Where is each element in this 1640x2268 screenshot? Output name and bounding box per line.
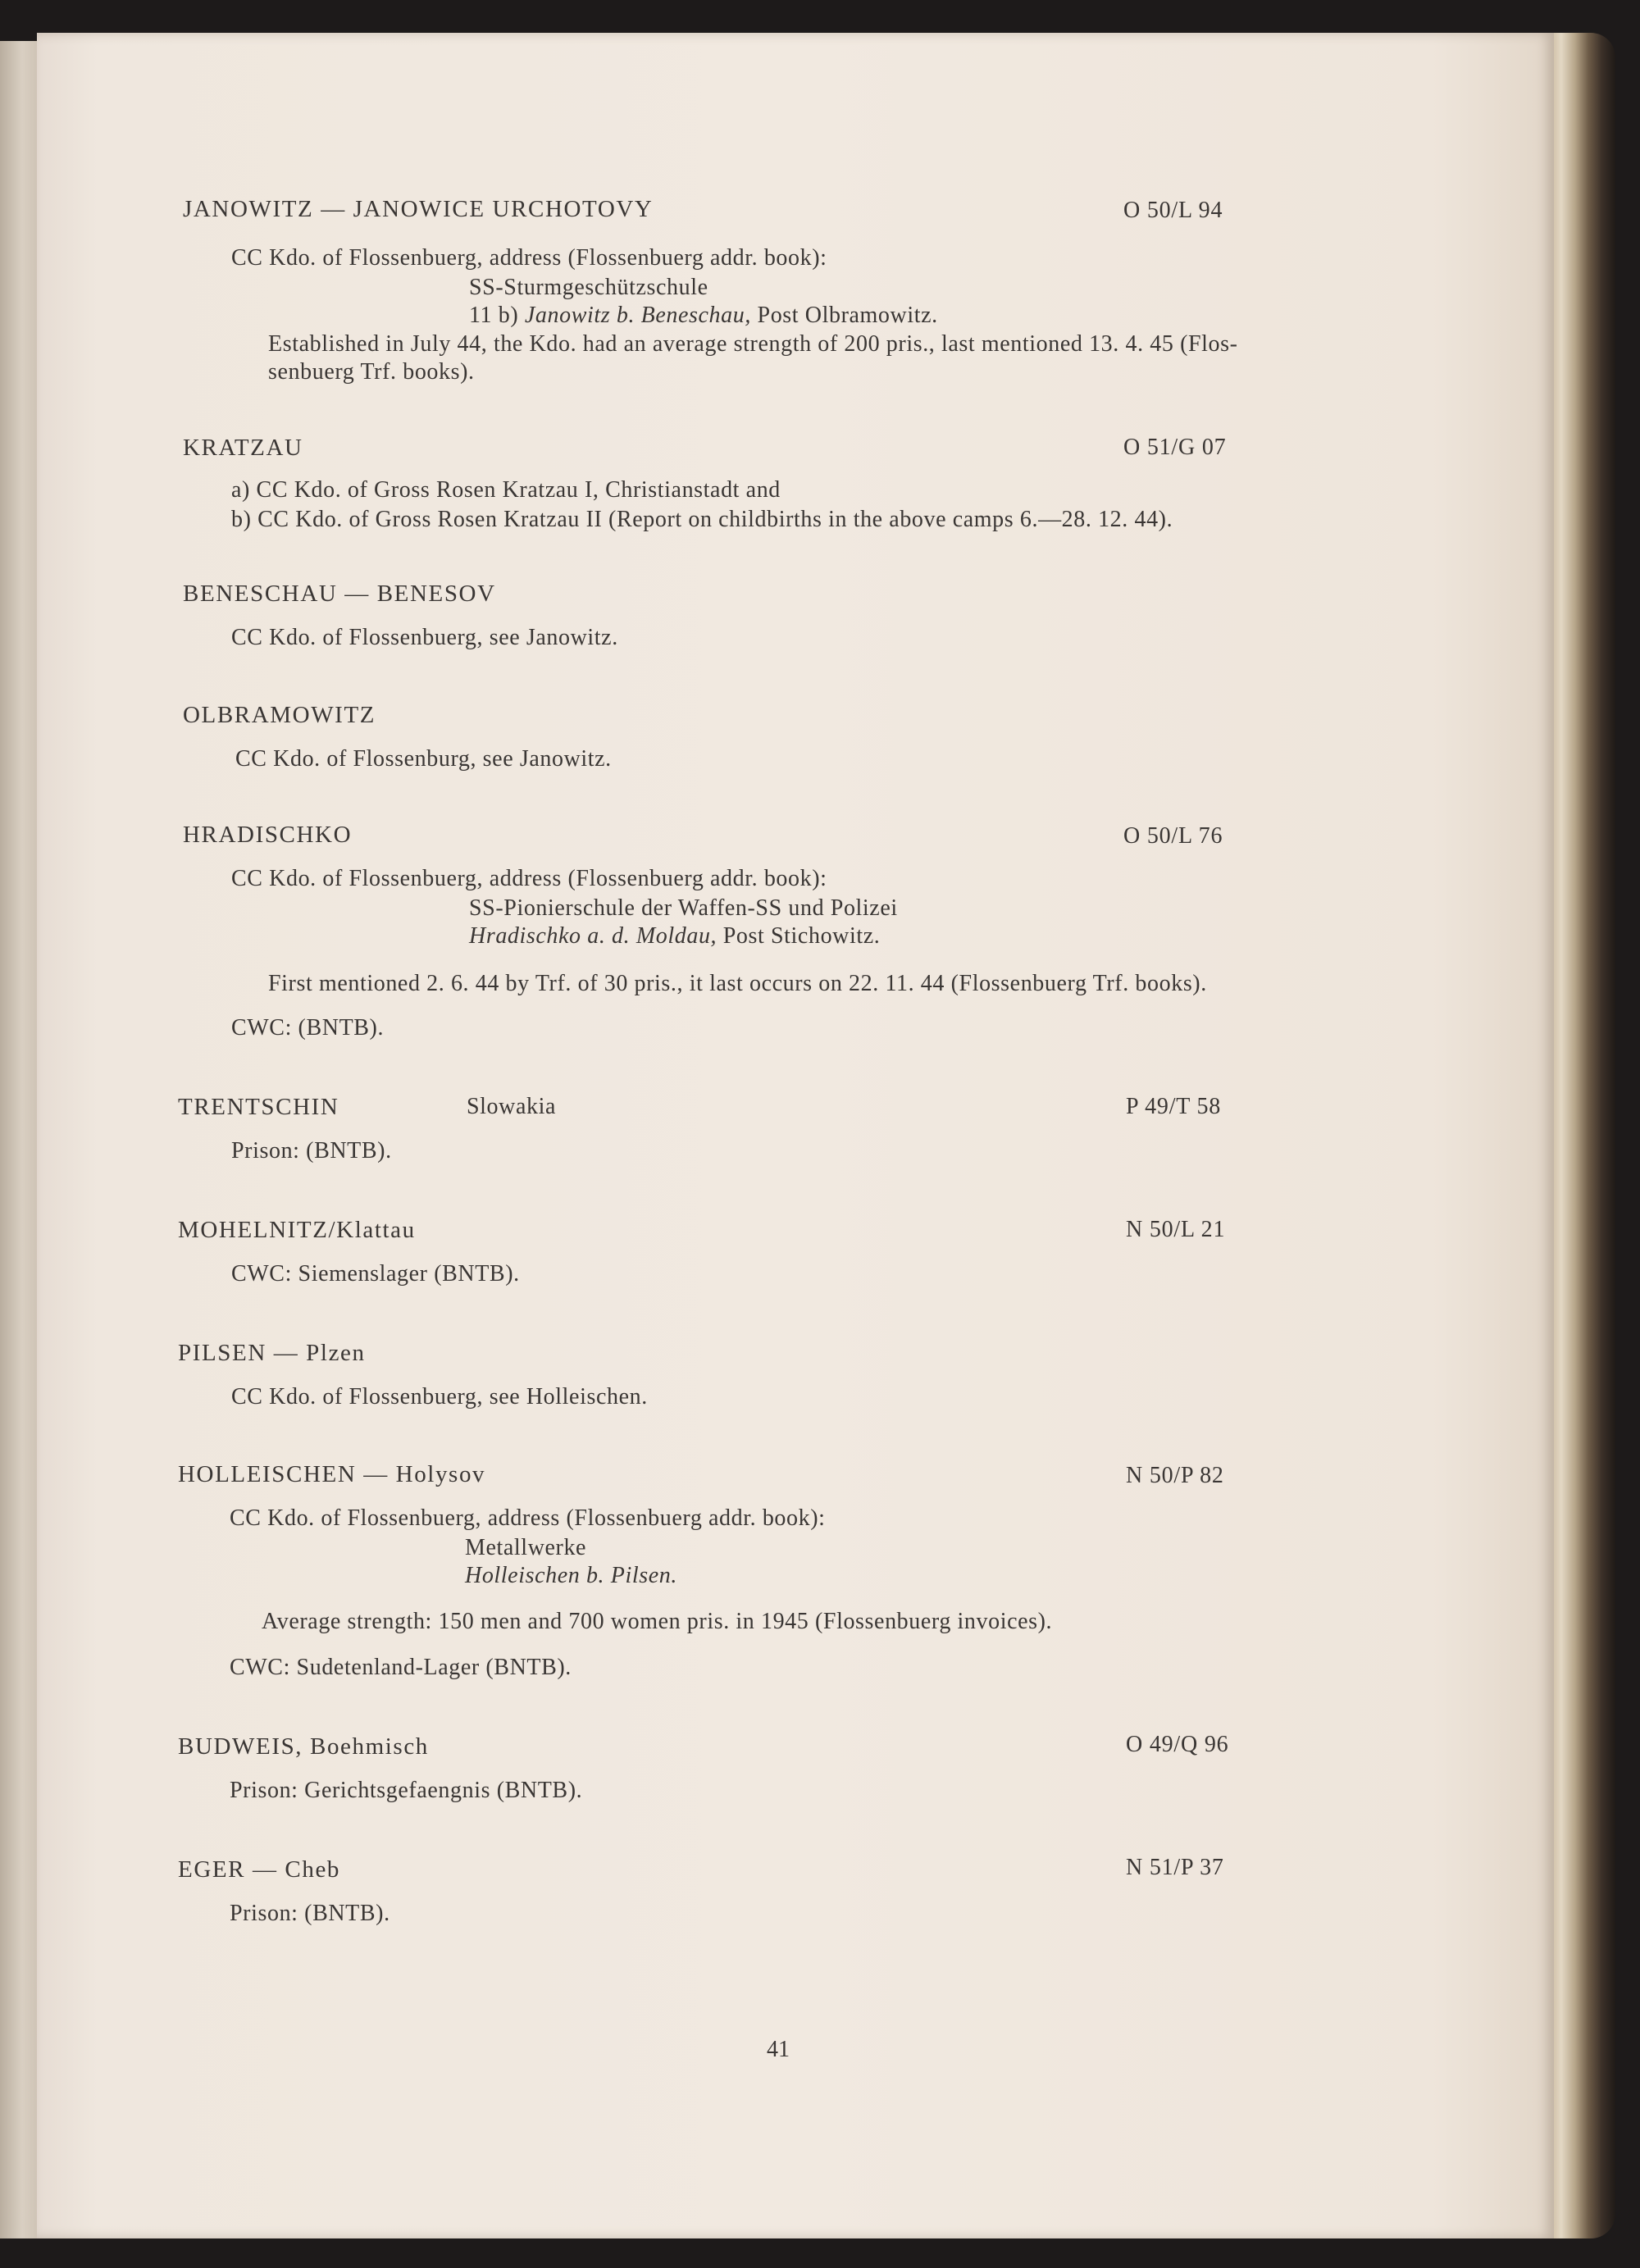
entry-place-italic: Hradischko a. d. Moldau,	[469, 923, 718, 949]
entry-text: CC Kdo. of Flossenbuerg, address (Flossenbuerg addr. book):	[231, 245, 827, 271]
entry-text: CWC: Sudetenland-Lager (BNTB).	[230, 1655, 572, 1680]
entry-text: SS-Sturmgeschützschule	[469, 275, 708, 300]
entry-text: Post Stichowitz.	[717, 923, 881, 949]
entry-text: 11 b)	[469, 303, 525, 328]
entry-heading: EGER — Cheb	[178, 1856, 341, 1883]
entry-place-italic: Janowitz b. Beneschau,	[524, 303, 751, 328]
entry-text: CC Kdo. of Flossenbuerg, address (Flossenbuerg addr. book):	[230, 1505, 826, 1531]
entry-heading: HRADISCHKO	[183, 822, 353, 848]
entry-text: First mentioned 2. 6. 44 by Trf. of 30 pris., it last occurs on 22. 11. 44 (Flossenbuerg Trf. books).	[268, 971, 1207, 996]
entry-text: CC Kdo. of Flossenbuerg, address (Flossenbuerg addr. book):	[231, 866, 827, 891]
entry-heading: OLBRAMOWITZ	[183, 702, 376, 728]
entry-text: SS-Pionierschule der Waffen-SS und Polizei	[469, 895, 898, 921]
entry-text: CC Kdo. of Flossenburg, see Janowitz.	[235, 746, 612, 772]
entry-text: CC Kdo. of Flossenbuerg, see Holleischen.	[231, 1384, 648, 1410]
page-content	[37, 33, 1554, 2238]
entry-heading: BUDWEIS, Boehmisch	[178, 1733, 429, 1760]
entry-text: Prison: Gerichtsgefaengnis (BNTB).	[230, 1778, 583, 1803]
entry-text: CC Kdo. of Flossenbuerg, see Janowitz.	[231, 625, 618, 650]
map-reference-code: O 49/Q 96	[1126, 1732, 1229, 1757]
map-reference-code: O 51/G 07	[1123, 435, 1227, 460]
entry-heading: MOHELNITZ/Klattau	[178, 1217, 416, 1243]
entry-address	[469, 925, 880, 948]
entry-text: CWC: Siemenslager (BNTB).	[231, 1261, 520, 1287]
book-page	[37, 33, 1554, 2238]
entry-text: b) CC Kdo. of Gross Rosen Kratzau II (Report on childbirths in the above camps 6.—28. 12. 44).	[231, 507, 1173, 532]
entry-heading: KRATZAU	[183, 435, 303, 461]
entry-heading: BENESCHAU — BENESOV	[183, 581, 496, 607]
entry-text: senbuerg Trf. books).	[268, 359, 475, 385]
entry-text: Metallwerke	[465, 1535, 587, 1560]
entry-heading: PILSEN — Plzen	[178, 1340, 366, 1366]
entry-text: Average strength: 150 men and 700 women pris. in 1945 (Flossenbuerg invoices).	[262, 1609, 1053, 1634]
entry-heading: HOLLEISCHEN — Holysov	[178, 1461, 486, 1487]
entry-heading: JANOWITZ — JANOWICE URCHOTOVY	[183, 196, 654, 222]
entry-country: Slowakia	[467, 1094, 557, 1119]
map-reference-code: N 50/L 21	[1126, 1217, 1226, 1242]
entry-address	[469, 304, 938, 327]
entry-text: Post Olbramowitz.	[750, 303, 938, 328]
entry-text: Prison: (BNTB).	[230, 1901, 390, 1926]
map-reference-code: P 49/T 58	[1126, 1094, 1222, 1119]
entry-text: a) CC Kdo. of Gross Rosen Kratzau I, Christianstadt and	[231, 477, 781, 503]
entry-heading: TRENTSCHIN	[178, 1094, 339, 1120]
entry-text: Prison: (BNTB).	[231, 1138, 392, 1164]
left-page-edge	[0, 41, 37, 2238]
map-reference-code: O 50/L 76	[1123, 823, 1223, 849]
page-number: 41	[767, 2037, 790, 2062]
entry-place-italic: Holleischen b. Pilsen.	[465, 1563, 677, 1588]
map-reference-code: N 50/P 82	[1126, 1463, 1224, 1488]
map-reference-code: O 50/L 94	[1123, 198, 1223, 223]
map-reference-code: N 51/P 37	[1126, 1855, 1224, 1880]
entry-text: Established in July 44, the Kdo. had an average strength of 200 pris., last mentioned 13. 4. 45 (Flos-	[268, 331, 1238, 357]
entry-text: CWC: (BNTB).	[231, 1015, 385, 1041]
